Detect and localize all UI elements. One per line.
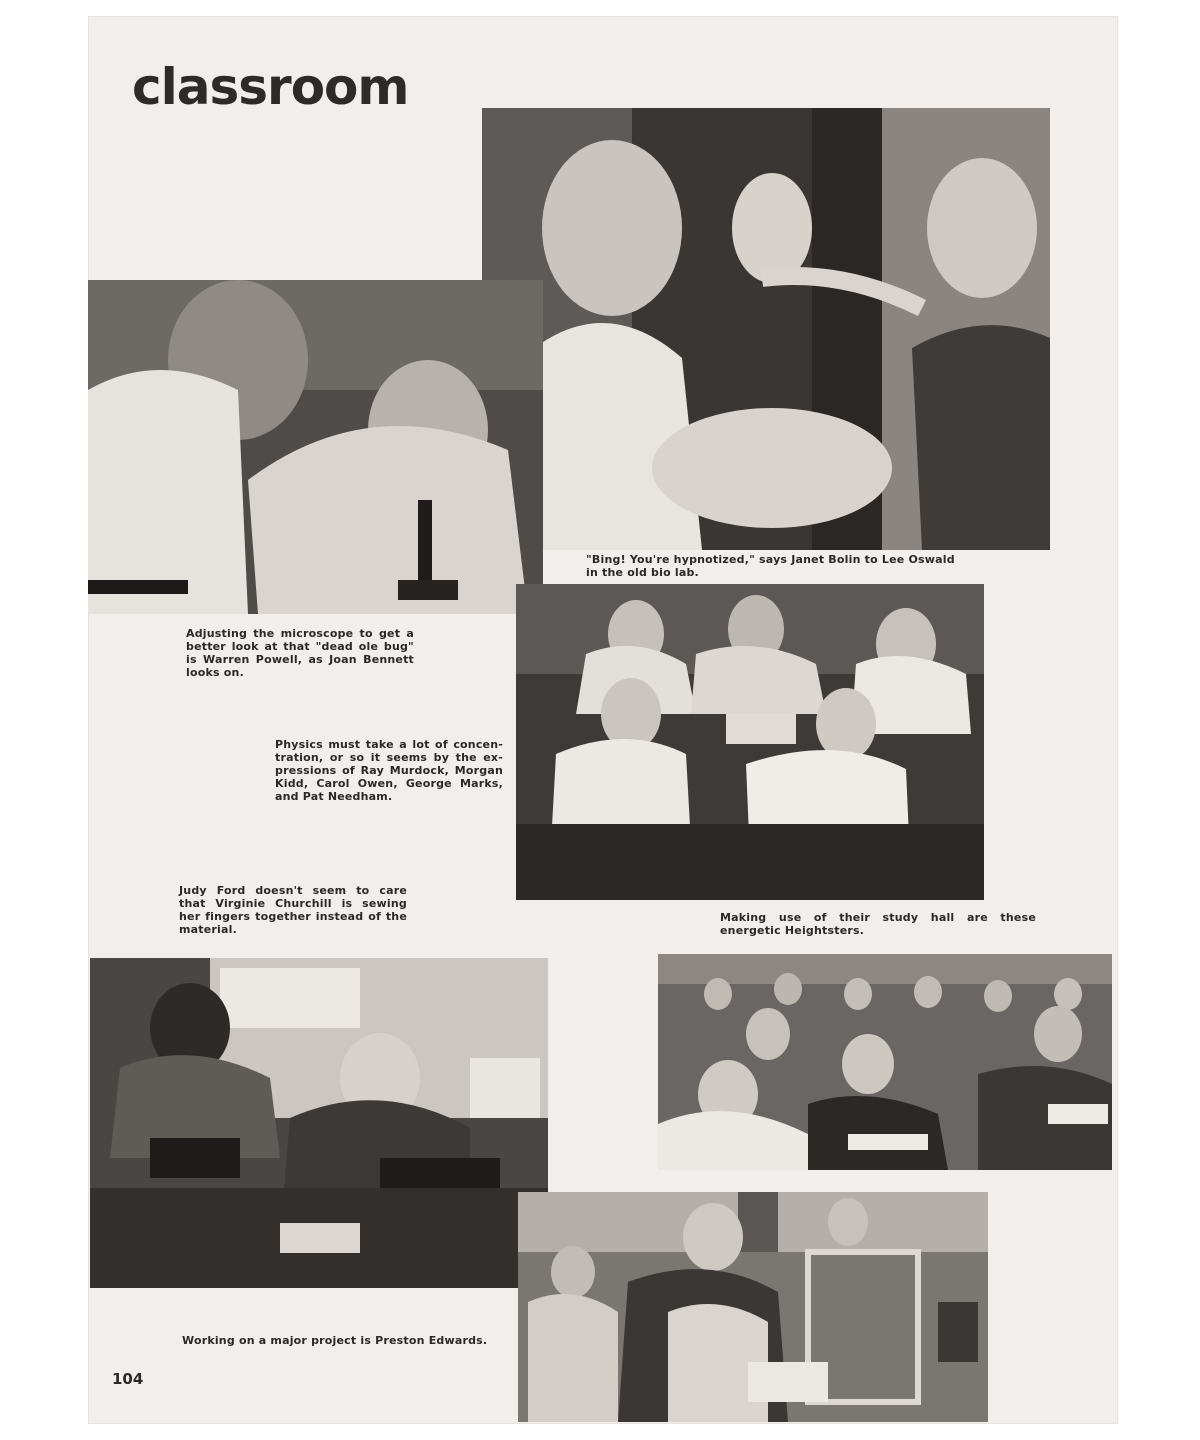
caption-line: better look at that "dead ole bug" <box>186 640 414 653</box>
caption-line: energetic Heightsters. <box>720 924 865 937</box>
photo-microscope <box>88 280 543 614</box>
caption-shop <box>182 1334 487 1347</box>
photo-study-hall <box>658 954 1112 1170</box>
caption-sewing <box>179 884 407 936</box>
caption-line: "Bing! You're hypnotized," says Janet Bolin to Lee Oswald <box>586 553 955 566</box>
caption-line: that Virginie Churchill is sewing <box>179 897 407 910</box>
photo-bio-lab-image <box>482 108 1050 550</box>
caption-line: in the old bio lab. <box>586 566 699 579</box>
caption-line: and Pat Needham. <box>275 790 393 803</box>
photo-sewing-image <box>90 958 548 1288</box>
caption-line: material. <box>179 923 237 936</box>
photo-physics-class-image <box>516 584 984 900</box>
photo-microscope-image <box>88 280 543 614</box>
photo-physics-class <box>516 584 984 900</box>
caption-line: pressions of Ray Murdock, Morgan <box>275 764 503 777</box>
caption-line: Working on a major project is Preston Edwards. <box>182 1334 488 1347</box>
caption-line: her fingers together instead of the <box>179 910 407 923</box>
caption-line: Judy Ford doesn't seem to care <box>179 884 407 897</box>
photo-shop-image <box>518 1192 988 1422</box>
page-number: 104 <box>112 1370 144 1388</box>
caption-study-hall <box>720 911 1036 937</box>
caption-line: tration, or so it seems by the ex- <box>275 751 503 764</box>
photo-shop <box>518 1192 988 1422</box>
caption-microscope <box>186 627 414 679</box>
caption-line: Adjusting the microscope to get a <box>186 627 414 640</box>
caption-line: Kidd, Carol Owen, George Marks, <box>275 777 503 790</box>
caption-line: looks on. <box>186 666 244 679</box>
caption-bio-lab <box>586 553 955 579</box>
caption-physics <box>275 738 503 803</box>
caption-line: Physics must take a lot of concen- <box>275 738 503 751</box>
caption-line: is Warren Powell, as Joan Bennett <box>186 653 414 666</box>
page-headline: classroom <box>132 58 409 116</box>
photo-sewing <box>90 958 548 1288</box>
photo-study-hall-image <box>658 954 1112 1170</box>
photo-bio-lab <box>482 108 1050 550</box>
caption-line: Making use of their study hall are these <box>720 911 1036 924</box>
